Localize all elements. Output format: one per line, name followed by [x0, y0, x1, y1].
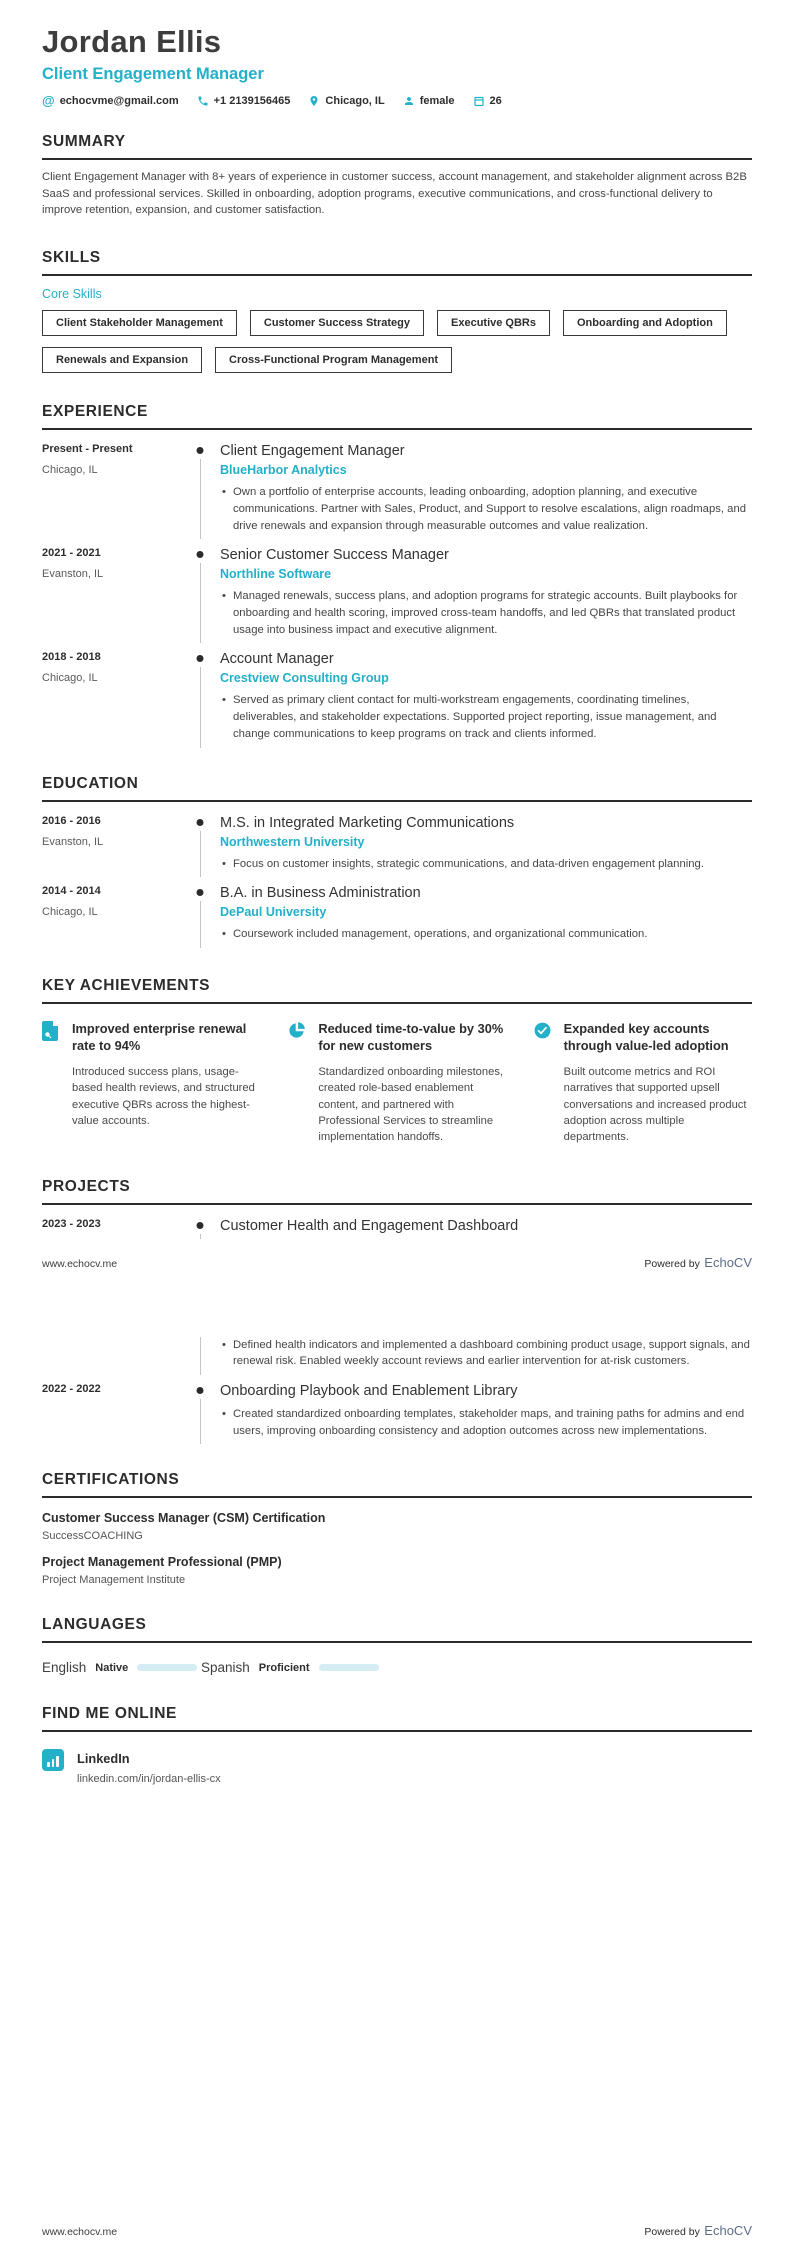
timeline-line — [200, 563, 201, 643]
experience-heading: EXPERIENCE — [42, 403, 752, 430]
entry-dates: 2022 - 2022 — [42, 1383, 101, 1395]
certification-item — [42, 1511, 752, 1542]
timeline-dot-icon — [197, 889, 204, 896]
entry-dates: 2023 - 2023 — [42, 1217, 101, 1230]
timeline-dot-icon — [197, 655, 204, 662]
languages-heading: LANGUAGES — [42, 1616, 752, 1643]
language-proficiency-bar — [137, 1664, 197, 1671]
timeline — [180, 1337, 220, 1370]
timeline-line — [200, 459, 201, 539]
school-name: DePaul University — [220, 905, 327, 920]
entry-dates: Present - Present — [42, 443, 133, 456]
entry-body — [220, 547, 752, 638]
calendar-icon — [473, 95, 485, 107]
languages-section — [42, 1616, 752, 1675]
entry-company: Crestview Consulting Group — [220, 671, 389, 686]
certifications-section — [42, 1471, 752, 1586]
entry-company: Northline Software — [220, 567, 332, 582]
certification-issuer: SuccessCOACHING — [42, 1530, 143, 1543]
check-circle-icon — [533, 1021, 552, 1040]
timeline — [180, 443, 220, 534]
entry-body — [220, 1383, 752, 1439]
entry-body — [220, 651, 752, 742]
timeline-dot-icon — [197, 1222, 204, 1229]
footer-site-link[interactable]: www.echocv.me — [42, 2226, 118, 2238]
online-url-link[interactable]: linkedin.com/in/jordan-ellis-cx — [77, 1773, 221, 1786]
entry-body — [220, 443, 752, 534]
entry-meta — [42, 1218, 180, 1234]
footer-powered-prefix: Powered by — [644, 2226, 700, 2238]
timeline-line — [200, 901, 201, 948]
timeline-line — [200, 667, 201, 747]
bullet-item: • Focus on customer insights, strategic communications, and data-driven engagement planning. — [233, 856, 752, 873]
achievement-body: Built outcome metrics and ROI narratives that supported upsell conversations and increased product adoption across multiple departments. — [563, 1065, 747, 1144]
contact-email[interactable] — [42, 94, 179, 107]
projects-heading: PROJECTS — [42, 1178, 752, 1205]
project-entry-continued — [42, 1324, 752, 1370]
document-icon — [42, 1021, 60, 1041]
language-level: Native — [95, 1661, 129, 1674]
certification-item — [42, 1555, 752, 1586]
timeline-line — [200, 1399, 201, 1444]
summary-text: Client Engagement Manager with 8+ years of experience in customer success, account management, and stakeholder alignment across B2B SaaS and professional services. Skilled in onboarding, adoption programs, executive communications, and cross-functional delivery to improve retention, expansion, and customer satisfaction. — [42, 171, 747, 217]
entry-location: Chicago, IL — [42, 906, 98, 919]
experience-entry — [42, 534, 752, 638]
entry-dates: 2014 - 2014 — [42, 885, 101, 898]
achievements-grid — [42, 1021, 752, 1146]
skills-group-label: Core Skills — [42, 287, 102, 302]
achievements-section — [42, 977, 752, 1146]
online-heading: FIND ME ONLINE — [42, 1705, 752, 1732]
language-item — [201, 1660, 379, 1675]
person-icon — [403, 95, 415, 107]
language-name: English — [42, 1660, 87, 1676]
phone-icon — [197, 95, 209, 107]
entry-title: Client Engagement Manager — [220, 443, 405, 460]
timeline-dot-icon — [197, 447, 204, 454]
timeline-line — [200, 1234, 201, 1239]
entry-meta — [42, 651, 180, 742]
person-job-title: Client Engagement Manager — [42, 65, 264, 83]
person-name: Jordan Ellis — [42, 24, 222, 59]
skill-tag: Client Stakeholder Management — [42, 310, 237, 336]
online-text — [77, 1749, 221, 1785]
degree-title: B.A. in Business Administration — [220, 885, 421, 902]
entry-company: BlueHarbor Analytics — [220, 463, 347, 478]
achievement-body: Introduced success plans, usage-based health reviews, and structured executive QBRs across the highest-value accounts. — [72, 1065, 255, 1127]
language-item — [42, 1660, 201, 1675]
online-section — [42, 1705, 752, 1785]
contact-gender — [403, 95, 455, 107]
timeline — [180, 1218, 220, 1234]
header — [42, 24, 752, 107]
certification-issuer: Project Management Institute — [42, 1574, 186, 1587]
project-title: Customer Health and Engagement Dashboard — [220, 1217, 519, 1234]
entry-bullets — [220, 1406, 752, 1439]
skills-section — [42, 249, 752, 373]
timeline — [180, 815, 220, 873]
school-name: Northwestern University — [220, 834, 365, 849]
entry-meta — [42, 547, 180, 638]
timeline-dot-icon — [197, 551, 204, 558]
entry-bullets — [220, 692, 752, 742]
footer-powered-prefix: Powered by — [644, 1257, 700, 1270]
experience-entry — [42, 638, 752, 742]
projects-section — [42, 1178, 752, 1440]
achievements-heading: KEY ACHIEVEMENTS — [42, 977, 752, 1004]
entry-bullets — [220, 1337, 752, 1370]
page-footer — [42, 1254, 752, 1272]
timeline-dot-icon — [197, 1387, 204, 1394]
experience-section — [42, 403, 752, 742]
skill-tag: Customer Success Strategy — [250, 310, 424, 336]
certification-name: Project Management Professional (PMP) — [42, 1555, 282, 1570]
entry-meta — [42, 1337, 180, 1370]
bullet-item: • Own a portfolio of enterprise accounts, leading onboarding, adoption planning, and executive communications. Partner with Sales, Product, and Support to resolve escalations, align roadmaps, and drive renewals and expansion through measurable outcomes and value realization. — [233, 484, 752, 534]
languages-row — [42, 1660, 752, 1675]
footer-site-link[interactable]: www.echocv.me — [42, 1257, 118, 1270]
education-entry — [42, 872, 752, 943]
timeline-line — [200, 1337, 201, 1375]
skill-tag: Renewals and Expansion — [42, 347, 202, 373]
bullet-item: • Defined health indicators and implemented a dashboard combining product usage, support signals, and renewal risk. Enabled weekly account reviews and earlier intervention for at-risk customers. — [233, 1337, 752, 1370]
page-footer — [42, 2222, 752, 2240]
footer-brand-link[interactable]: EchoCV — [704, 2223, 752, 2238]
entry-meta — [42, 815, 180, 873]
skill-tags — [42, 310, 752, 373]
footer-brand-link[interactable]: EchoCV — [704, 1254, 752, 1270]
timeline — [180, 885, 220, 943]
contact-location-text: Chicago, IL — [325, 94, 385, 107]
achievement-title: Improved enterprise renewal rate to 94% — [72, 1021, 247, 1053]
entry-meta — [42, 443, 180, 534]
degree-title: M.S. in Integrated Marketing Communications — [220, 814, 515, 831]
footer-powered — [644, 1254, 752, 1272]
contact-location — [308, 95, 384, 107]
timeline — [180, 651, 220, 742]
achievement-text — [564, 1021, 752, 1146]
entry-location: Chicago, IL — [42, 464, 98, 477]
location-pin-icon — [308, 95, 320, 107]
timeline — [180, 547, 220, 638]
bullet-item: • Managed renewals, success plans, and adoption programs for strategic accounts. Built playbooks for onboarding and health scoring, improved cross-team handoffs, and led QBRs that translated product usage into business impact and executive alignment. — [233, 588, 752, 638]
contact-email-text: echocvme@gmail.com — [59, 94, 179, 107]
bullet-item: • Coursework included management, operations, and organizational communication. — [233, 926, 752, 943]
language-level: Proficient — [258, 1661, 310, 1674]
entry-location: Evanston, IL — [42, 568, 104, 581]
education-heading: EDUCATION — [42, 775, 752, 802]
achievement-text — [318, 1021, 506, 1146]
timeline-line — [200, 831, 201, 878]
pie-chart-icon — [287, 1021, 306, 1040]
language-name: Spanish — [201, 1660, 250, 1676]
achievement-item — [42, 1021, 261, 1146]
entry-body — [220, 1218, 752, 1234]
entry-bullets — [220, 588, 752, 638]
achievement-title: Reduced time-to-value by 30% for new customers — [318, 1021, 504, 1053]
education-entry — [42, 802, 752, 873]
entry-location: Chicago, IL — [42, 672, 98, 685]
summary-heading: SUMMARY — [42, 133, 752, 160]
entry-title: Account Manager — [220, 651, 334, 668]
certifications-heading: CERTIFICATIONS — [42, 1471, 752, 1498]
entry-dates: 2018 - 2018 — [42, 651, 101, 664]
skills-heading: SKILLS — [42, 249, 752, 276]
timeline — [180, 1383, 220, 1439]
education-section — [42, 775, 752, 943]
entry-bullets — [220, 926, 752, 943]
experience-entry — [42, 430, 752, 534]
entry-dates: 2021 - 2021 — [42, 547, 101, 560]
bullet-item: • Served as primary client contact for multi-workstream engagements, coordinating timelines, deliverables, and stakeholder expectations. Supported project reporting, issue management, and change communications to keep programs on track and clients informed. — [233, 692, 752, 742]
linkedin-icon — [42, 1749, 64, 1771]
certification-name: Customer Success Manager (CSM) Certification — [42, 1511, 326, 1526]
entry-dates: 2016 - 2016 — [42, 814, 101, 827]
timeline-dot-icon — [197, 819, 204, 826]
contact-phone — [197, 95, 291, 107]
contact-age-text: 26 — [489, 94, 502, 107]
skill-tag: Cross-Functional Program Management — [215, 347, 452, 373]
project-entry — [42, 1370, 752, 1439]
contact-gender-text: female — [419, 94, 455, 107]
entry-body — [220, 885, 752, 943]
project-entry — [42, 1205, 752, 1234]
skill-tag: Onboarding and Adoption — [563, 310, 727, 336]
contact-phone-text: +1 2139156465 — [213, 94, 291, 107]
skill-tag: Executive QBRs — [437, 310, 550, 336]
online-item — [42, 1749, 752, 1785]
email-icon: @ — [42, 93, 55, 108]
contact-row — [42, 94, 752, 107]
entry-body — [220, 1337, 752, 1370]
achievement-item — [287, 1021, 506, 1146]
language-proficiency-bar — [319, 1664, 379, 1671]
summary-section — [42, 133, 752, 219]
entry-bullets — [220, 856, 752, 873]
project-title: Onboarding Playbook and Enablement Library — [220, 1383, 518, 1399]
bullet-item: • Created standardized onboarding templates, stakeholder maps, and training paths for admins and end users, improving onboarding consistency and adoption outcomes across new implementations. — [233, 1406, 752, 1439]
entry-location: Evanston, IL — [42, 835, 104, 848]
achievement-text — [72, 1021, 261, 1129]
entry-bullets — [220, 484, 752, 534]
contact-age — [473, 95, 502, 107]
achievement-item — [533, 1021, 752, 1146]
entry-body — [220, 815, 752, 873]
entry-meta — [42, 885, 180, 943]
footer-powered — [644, 2222, 752, 2240]
entry-title: Senior Customer Success Manager — [220, 547, 449, 564]
entry-meta — [42, 1383, 180, 1439]
achievement-title: Expanded key accounts through value-led adoption — [563, 1021, 729, 1053]
online-label: LinkedIn — [77, 1751, 130, 1767]
achievement-body: Standardized onboarding milestones, created role-based enablement content, and partnered with Professional Services to streamline implementation handoffs. — [318, 1065, 504, 1144]
